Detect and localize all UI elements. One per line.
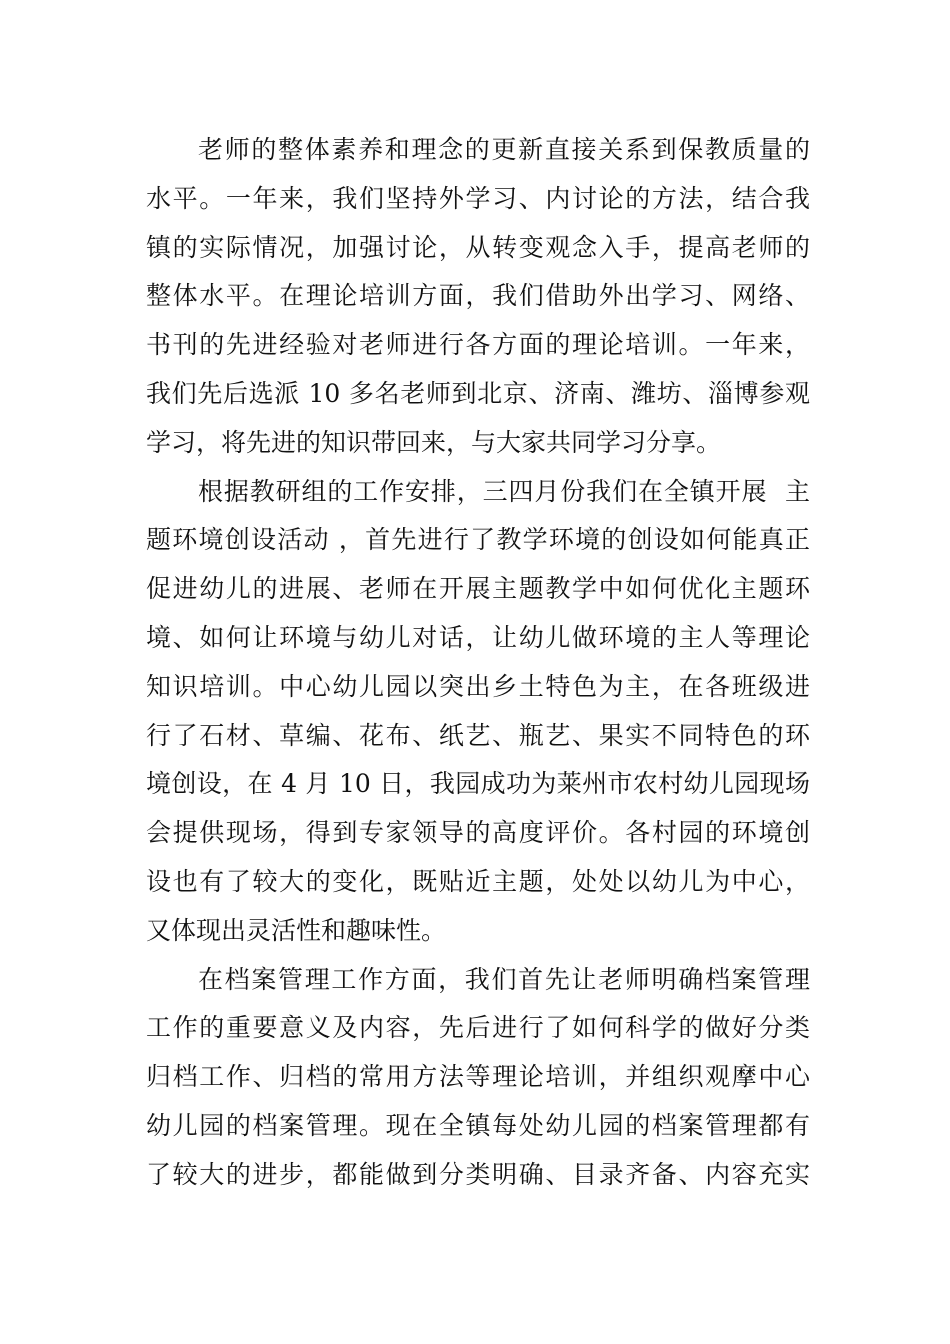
paragraph-2-line-2: 题环境创设活动 ，首先进行了教学环境的创设如何能真正	[146, 525, 810, 555]
paragraph-2-line-9: 设也有了较大的变化，既贴近主题，处处以幼儿为中心，	[146, 866, 810, 896]
paragraph-2-line-5: 知识培训。中心幼儿园以突出乡土特色为主，在各班级进	[146, 671, 810, 701]
document-body	[146, 126, 810, 1200]
paragraph-3-line-4: 幼儿园的档案管理。现在全镇每处幼儿园的档案管理都有	[146, 1110, 810, 1140]
paragraph-2-line-4: 境、如何让环境与幼儿对话，让幼儿做环境的主人等理论	[146, 622, 810, 652]
paragraph-3-line-1: 在档案管理工作方面，我们首先让老师明确档案管理	[198, 964, 810, 994]
paragraph-1-line-1: 老师的整体素养和理念的更新直接关系到保教质量的	[198, 135, 810, 164]
paragraph-2-line-1: 根据教研组的工作安排，三四月份我们在全镇开展 主	[198, 476, 810, 506]
paragraph-1-line-2: 水平。一年来，我们坚持外学习、内讨论的方法，结合我	[146, 183, 810, 213]
paragraph-2-line-7: 境创设，在 4 月 10 日，我园成功为莱州市农村幼儿园现场	[146, 769, 810, 799]
paragraph-1-line-4: 整体水平。在理论培训方面，我们借助外出学习、网络、	[146, 281, 810, 311]
paragraph-1-line-6: 我们先后选派 10 多名老师到北京、济南、潍坊、淄博参观	[146, 378, 810, 408]
paragraph-1-line-3: 镇的实际情况，加强讨论，从转变观念入手，提高老师的	[146, 232, 810, 262]
paragraph-2-line-3: 促进幼儿的进展、老师在开展主题教学中如何优化主题环	[146, 574, 810, 604]
paragraph-3-line-2: 工作的重要意义及内容，先后进行了如何科学的做好分类	[146, 1013, 810, 1043]
paragraph-1-line-5: 书刊的先进经验对老师进行各方面的理论培训。一年来，	[146, 330, 810, 360]
paragraph-3-line-5: 了较大的进步，都能做到分类明确、目录齐备、内容充实	[146, 1159, 810, 1189]
paragraph-2-line-10: 又体现出灵活性和趣味性。	[146, 915, 447, 945]
paragraph-3-line-3: 归档工作、归档的常用方法等理论培训，并组织观摩中心	[146, 1062, 810, 1092]
paragraph-2-line-6: 行了石材、草编、花布、纸艺、瓶艺、果实不同特色的环	[146, 720, 810, 750]
paragraph-1-line-7: 学习，将先进的知识带回来，与大家共同学习分享。	[146, 427, 722, 457]
paragraph-2-line-8: 会提供现场，得到专家领导的高度评价。各村园的环境创	[146, 818, 810, 848]
